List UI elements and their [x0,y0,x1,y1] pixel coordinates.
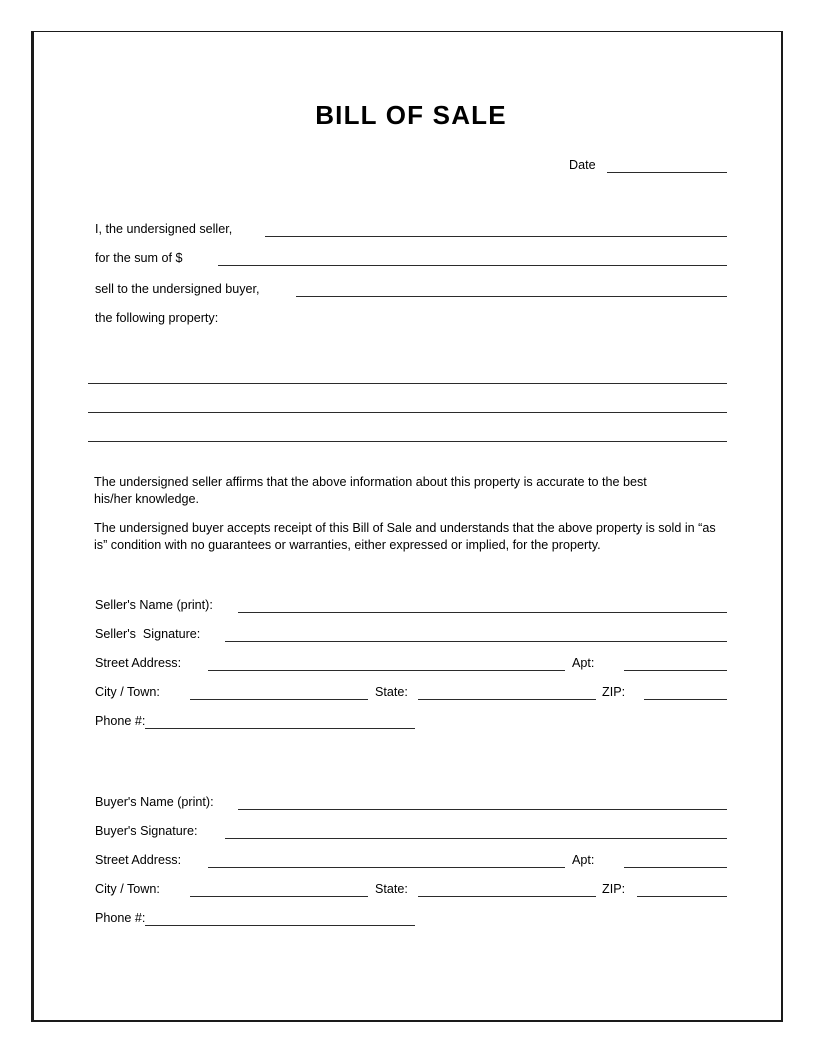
buyer-apt-label: Apt: [572,853,595,867]
buyer-street-input-rule[interactable] [208,867,565,868]
buyer-apt-input-rule[interactable] [624,867,727,868]
seller-zip-input-rule[interactable] [644,699,727,700]
buyer-signature-input-rule[interactable] [225,838,727,839]
buyer-phone-input-rule[interactable] [145,925,415,926]
seller-state-input-rule[interactable] [418,699,596,700]
page-title: BILL OF SALE [315,100,507,130]
seller-apt-input-rule[interactable] [624,670,727,671]
buyer-intro-label: sell to the undersigned buyer, [95,282,260,296]
seller-phone-input-rule[interactable] [145,728,415,729]
seller-zip-label: ZIP: [602,685,626,699]
sum-label: for the sum of $ [95,251,183,265]
buyer-name-input-rule[interactable] [238,809,727,810]
seller-apt-label: Apt: [572,656,595,670]
property-description-rule-2[interactable] [88,412,727,413]
buyer-acceptance-paragraph: The undersigned buyer accepts receipt of this Bill of Sale and understands that the above property is sold in “as is” condition with no guarantees or warranties, either expressed or implied, for the property. [94,521,716,552]
seller-state-label: State: [375,685,408,699]
buyer-state-input-rule[interactable] [418,896,596,897]
buyer-name-label: Buyer's Name (print): [95,795,214,809]
buyer-name-intro-rule[interactable] [296,296,727,297]
seller-city-input-rule[interactable] [190,699,368,700]
buyer-street-label: Street Address: [95,853,182,867]
seller-signature-input-rule[interactable] [225,641,727,642]
property-description-rule-1[interactable] [88,383,727,384]
buyer-signature-label: Buyer's Signature: [95,824,198,838]
buyer-zip-input-rule[interactable] [637,896,727,897]
seller-city-label: City / Town: [95,685,160,699]
seller-name-input-rule[interactable] [238,612,727,613]
seller-street-input-rule[interactable] [208,670,565,671]
date-input-rule[interactable] [607,172,727,173]
seller-street-label: Street Address: [95,656,182,670]
seller-signature-label: Seller's Signature: [95,627,201,641]
buyer-phone-label: Phone #: [95,911,146,925]
buyer-city-label: City / Town: [95,882,160,896]
sum-input-rule[interactable] [218,265,727,266]
seller-name-label: Seller's Name (print): [95,598,213,612]
seller-affirmation-paragraph: The undersigned seller affirms that the above information about this property is accurate to the best his/her knowledge. [94,475,647,506]
date-label: Date [569,158,596,172]
seller-intro-label: I, the undersigned seller, [95,222,233,236]
property-intro-label: the following property: [95,311,219,325]
buyer-state-label: State: [375,882,408,896]
seller-name-intro-rule[interactable] [265,236,727,237]
buyer-zip-label: ZIP: [602,882,626,896]
seller-phone-label: Phone #: [95,714,146,728]
buyer-city-input-rule[interactable] [190,896,368,897]
property-description-rule-3[interactable] [88,441,727,442]
